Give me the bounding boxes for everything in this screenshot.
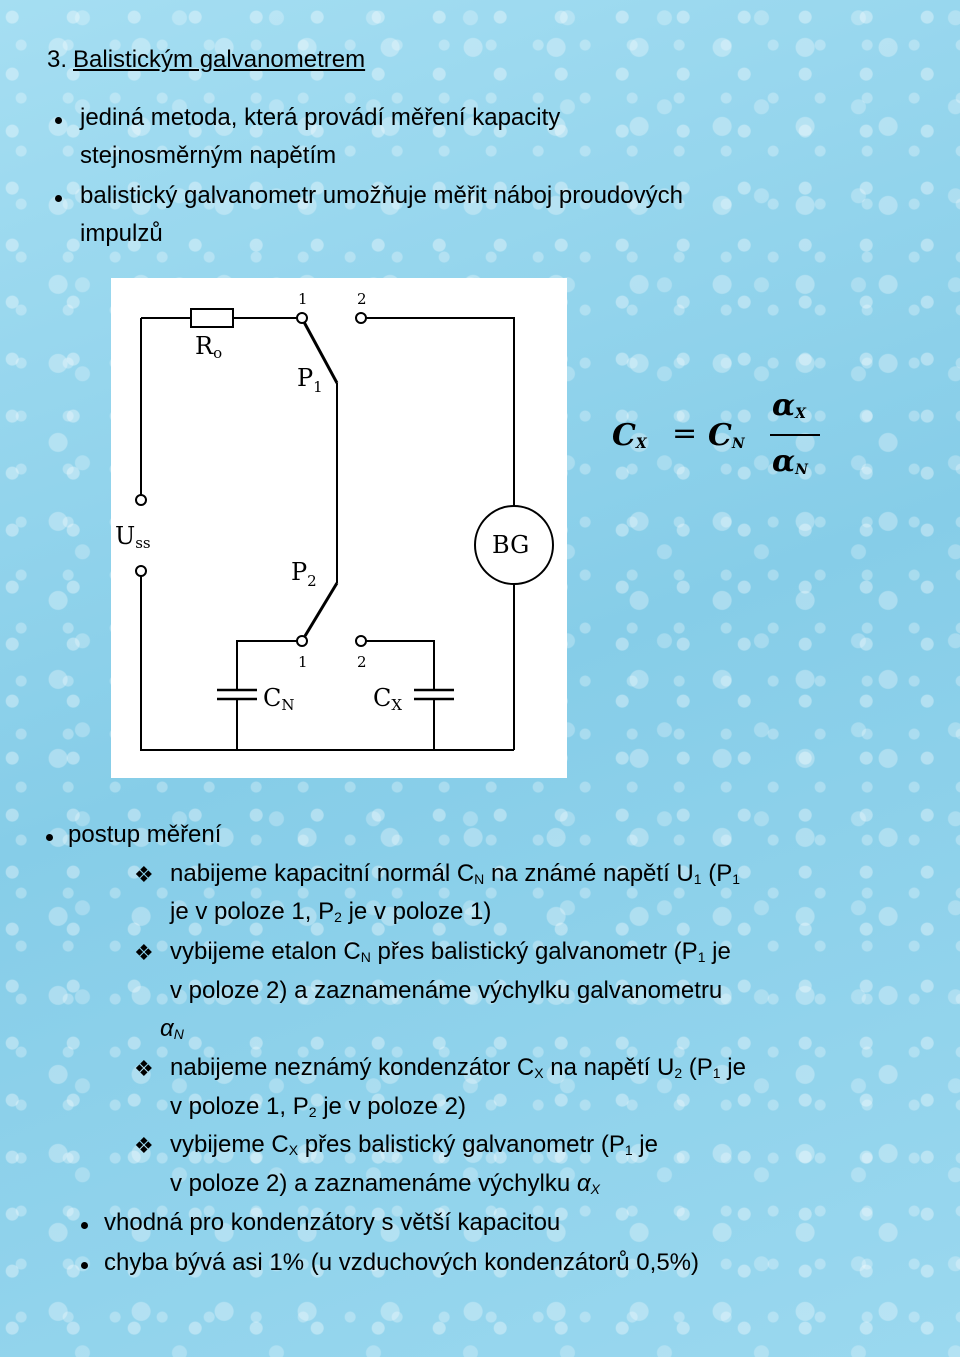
formula-rhs: $C_N$ [708, 418, 745, 453]
section-number: 3. [47, 46, 68, 73]
step-4-line1: vybijeme $C_X$ přes balistický galvanometr ($P_1$ je [170, 1131, 658, 1158]
circuit-diagram [111, 278, 567, 778]
label-p2: $P_2$ [291, 558, 317, 590]
diamond-bullet-icon: ❖ [134, 862, 154, 887]
wire-bottom [141, 576, 514, 750]
label-bg: BG [492, 531, 530, 559]
formula-fraction-bar [770, 434, 820, 436]
switch-p1-contact-1 [297, 313, 307, 323]
step-1-line1: nabijeme kapacitní normál $C_N$ na známé napětí $U_1$ ($P_1$ [170, 860, 741, 887]
label-cn: CN [263, 684, 295, 714]
label-ro: Ro [195, 332, 223, 362]
step-2-line3: $\alpha_N$ [160, 1015, 184, 1042]
switch-p2-contact-2 [356, 636, 366, 646]
label-pos-2-bottom: 2 [357, 653, 367, 671]
formula-numerator: $\alpha_X$ [772, 388, 806, 423]
switch-p1-contact-2 [356, 313, 366, 323]
section-title [47, 46, 365, 74]
step-2-line1: vybijeme etalon $C_N$ přes balistický galvanometr ($P_1$ je [170, 938, 731, 965]
step-2-line2: v poloze 2) a zaznamenáme výchylku galvanometru [170, 977, 723, 1004]
label-cx: CX [373, 684, 403, 714]
section-title-text: Balistickým galvanometrem [73, 46, 366, 73]
intro-bullet-2-line1: balistický galvanometr umožňuje měřit náboj proudových [80, 182, 683, 209]
formula-equals: = [672, 416, 698, 451]
diamond-bullet-icon: ❖ [134, 1056, 154, 1081]
resistor-ro [191, 309, 233, 327]
step-4-line2: v poloze 2) a zaznamenáme výchylku $\alpha_X$ [170, 1170, 600, 1197]
final-bullet-1: vhodná pro kondenzátory s větší kapacitou [104, 1209, 561, 1236]
label-pos-1-top: 1 [298, 290, 308, 308]
formula-lhs: $C_X$ [612, 418, 647, 453]
label-p1: $P_1$ [297, 364, 323, 396]
step-3-line2: v poloze 1, $P_2$ je v poloze 2) [170, 1093, 466, 1120]
uss-terminal-top [136, 495, 146, 505]
switch-p2-blade [305, 583, 337, 636]
capacity-formula [612, 386, 832, 496]
wire-cx-top [366, 641, 434, 690]
formula-denominator: $\alpha_N$ [772, 444, 808, 479]
step-3-line1: nabijeme neznámý kondenzátor $C_X$ na napětí $U_2$ ($P_1$ je [170, 1054, 746, 1081]
step-1-line2: je v poloze 1, $P_2$ je v poloze 1) [170, 898, 492, 925]
wire-top-right [366, 318, 514, 506]
bullet-dot [46, 834, 53, 841]
circuit-schematic [111, 278, 567, 778]
bullet-dot [55, 195, 62, 202]
capacitor-cn [217, 690, 257, 699]
bullet-dot [81, 1222, 88, 1229]
bullet-dot [55, 117, 62, 124]
bullet-dot [81, 1262, 88, 1269]
diamond-bullet-icon: ❖ [134, 940, 154, 965]
procedure-heading: postup měření [68, 821, 222, 848]
intro-bullet-1-line2: stejnosměrným napětím [80, 142, 337, 169]
label-uss: Uss [115, 522, 151, 552]
wire-cn-top [237, 641, 297, 690]
uss-terminal-bottom [136, 566, 146, 576]
intro-bullet-1-line1: jediná metoda, která provádí měření kapacity [80, 104, 561, 131]
diamond-bullet-icon: ❖ [134, 1133, 154, 1158]
capacitor-cx [414, 690, 454, 699]
switch-p2-contact-1 [297, 636, 307, 646]
final-bullet-2: chyba bývá asi 1% (u vzduchových kondenzátorů 0,5%) [104, 1249, 699, 1276]
label-pos-2-top: 2 [357, 290, 367, 308]
intro-bullet-2-line2: impulzů [80, 220, 163, 247]
label-pos-1-bottom: 1 [298, 653, 308, 671]
